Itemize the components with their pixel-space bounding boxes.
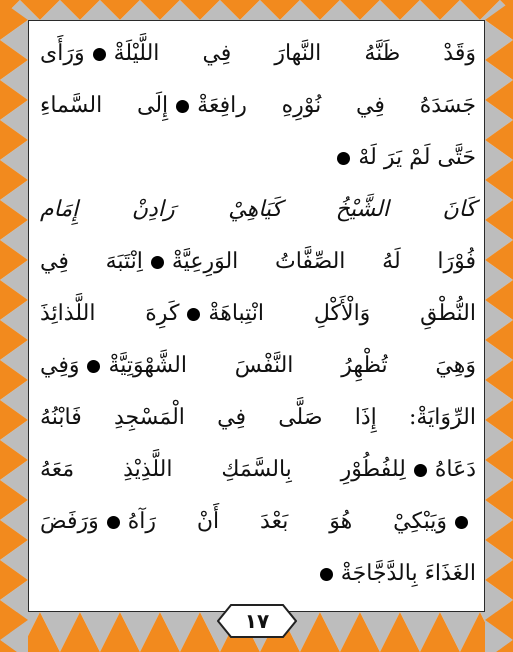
poem-text (40, 28, 476, 600)
poem-line-11-part-1: الغَذَاءَ بِالدَّجَّاجَةْ (340, 561, 476, 586)
poem-line-5 (40, 236, 476, 288)
poem-line-5-part-1: فُوْرَا لَهُ الصِّفَّاتُ الوَرِعِيَّةْ (171, 249, 476, 274)
poem-line-10-part-2: وَيَبْكِيْ هُوَ بَعْدَ أَنْ رَآهُ (127, 509, 447, 534)
poem-line-1 (40, 28, 476, 80)
poem-line-10 (40, 496, 476, 548)
poem-line-8-part-1: الرِّوَايَةْ: إِذَا صَلَّى فِي الْمَسْجِدِ فَابْنُهُ (40, 405, 476, 430)
poem-line-6-part-2: كَرِهَ اللَّذائِذَ (40, 301, 180, 326)
poem-line-9 (40, 444, 476, 496)
poem-line-11 (40, 548, 476, 600)
verse-separator-dot (107, 516, 120, 529)
poem-line-6 (40, 288, 476, 340)
poem-line-3-part-1: حَتَّى لَمْ يَرَ لَهْ (358, 145, 476, 170)
poem-line-2-part-1: جَسَدَهُ فِي نُوْرِهِ رافِعَةْ (197, 93, 476, 118)
poem-line-10-part-3: وَرَفَضَ (40, 509, 99, 534)
verse-separator-dot (455, 516, 468, 529)
verse-separator-dot (151, 256, 164, 269)
page-number: ١٧ (244, 609, 270, 633)
verse-separator-dot (320, 568, 333, 581)
poem-line-2-part-2: إِلَى السَّماءِ (40, 93, 169, 118)
poem-line-7 (40, 340, 476, 392)
poem-line-1-part-2: وَرَأَى (40, 41, 85, 66)
poem-line-7-part-1: وَهِيَ تُظْهِرُ النَّفْسَ الشَّهْوَتِيَّةْ (108, 353, 476, 378)
poem-line-1-part-1: وَقَدْ ظَنَّهُ النَّهارَ فِي اللَّيْلَةْ (113, 41, 476, 66)
verse-separator-dot (87, 360, 100, 373)
verse-separator-dot (176, 100, 189, 113)
poem-line-8 (40, 392, 476, 444)
poem-line-5-part-2: اِنْتَبَهَ فِي (40, 249, 143, 274)
poem-line-9-part-2: لِلفُطُوْرِ بِالسَّمَكِ اللَّذِيْذِ مَعَهُ (40, 457, 406, 482)
poem-line-3 (40, 132, 476, 184)
poem-line-4 (40, 184, 476, 236)
poem-line-7-part-2: وَفِي (40, 353, 80, 378)
poem-line-6-part-1: النُّطْقِ وَالْأَكْلِ انْتِباهَةْ (208, 301, 476, 326)
verse-separator-dot (337, 152, 350, 165)
verse-separator-dot (414, 464, 427, 477)
verse-separator-dot (93, 48, 106, 61)
poem-line-4-part-1: كَانَ الشَّيْخُ كَيَاهِيْ رَادِنْ إِمَام (40, 197, 476, 222)
poem-line-9-part-1: دَعَاهُ (434, 457, 476, 482)
poem-line-2 (40, 80, 476, 132)
verse-separator-dot (187, 308, 200, 321)
